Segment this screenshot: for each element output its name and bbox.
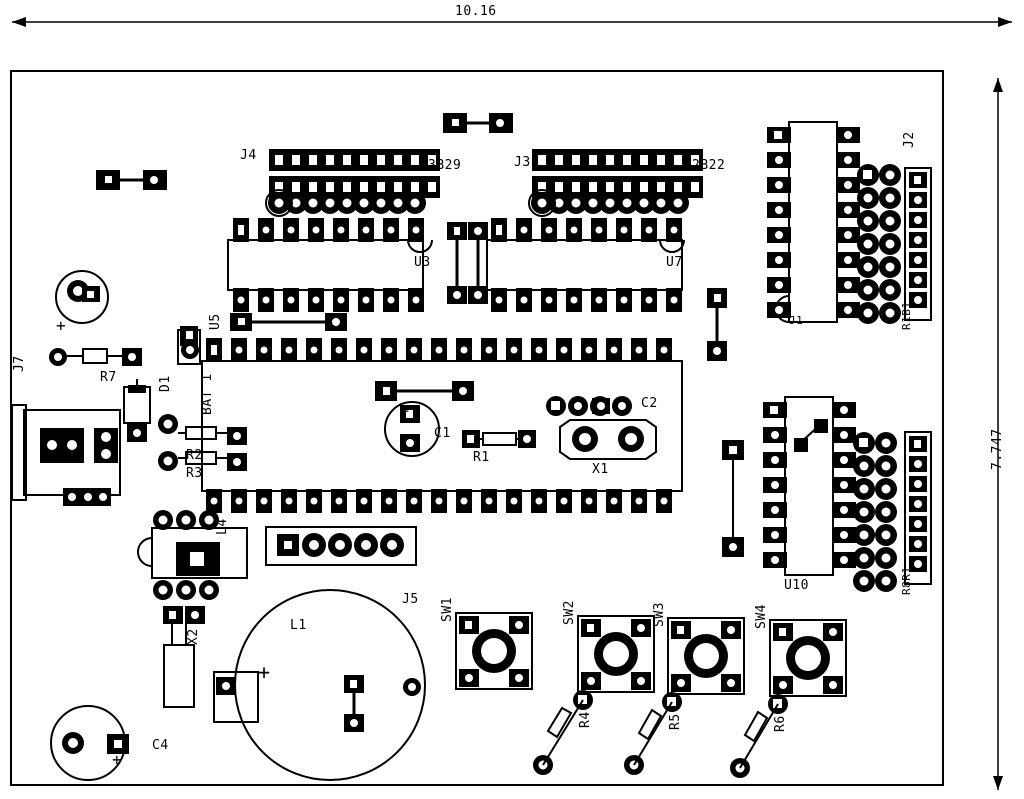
header-pins-label-j4: 3B29 <box>428 158 462 173</box>
switch-label-sw2: SW2 <box>562 600 577 625</box>
battery-label-bat1: L1 <box>290 618 307 633</box>
resistor-label-r5: R5 <box>668 713 683 730</box>
component-label-x1: X1 <box>592 462 609 477</box>
resistor-label-r4: R4 <box>578 711 593 728</box>
resistor-label-r2: R2 <box>186 448 203 463</box>
component-label-l1: BAT 1 <box>200 373 215 415</box>
height-dimension-label: 7.747 <box>990 428 1005 470</box>
resistor-label-r6: R6 <box>773 715 788 732</box>
connector-label-j7: J7 <box>12 355 27 372</box>
component-label-u5: U5 <box>208 313 223 330</box>
component-label-x2: X2 <box>186 628 201 645</box>
polarity-plus-mark-2: + <box>112 750 123 769</box>
ic-label-u3: U3 <box>414 255 431 270</box>
connector-label-j5: J5 <box>402 592 419 607</box>
capacitor-label-c2: C2 <box>641 396 658 411</box>
connector-label-j1: J1 <box>789 314 804 327</box>
width-dimension-label: 10.16 <box>455 4 497 19</box>
capacitor-label-c1: C1 <box>434 426 451 441</box>
component-label-d1: D1 <box>158 375 173 392</box>
capacitor-label-c4: C4 <box>152 738 169 753</box>
connector-label-j4: J4 <box>240 148 257 163</box>
resistor-network-label-2: R8R1 <box>900 566 913 595</box>
polarity-plus-mark-3: + <box>258 660 271 684</box>
component-label-l4: L4 <box>215 518 230 535</box>
resistor-label-r7: R7 <box>100 370 117 385</box>
connector-label-j3: J3 <box>514 155 531 170</box>
polarity-plus-mark-4: + <box>400 402 410 420</box>
header-pins-label-j3: 2B22 <box>692 158 726 173</box>
ic-label-u7: U7 <box>666 255 683 270</box>
resistor-network-label-1: R1B1 <box>900 301 913 330</box>
ic-label-u10: U10 <box>784 578 809 593</box>
switch-label-sw3: SW3 <box>652 602 667 627</box>
polarity-plus-mark-1: + <box>56 316 67 335</box>
resistor-label-r1: R1 <box>473 450 490 465</box>
connector-label-j2: J2 <box>902 131 917 148</box>
resistor-label-r3: R3 <box>186 466 203 481</box>
switch-label-sw1: SW1 <box>440 597 455 622</box>
switch-label-sw4: SW4 <box>754 604 769 629</box>
